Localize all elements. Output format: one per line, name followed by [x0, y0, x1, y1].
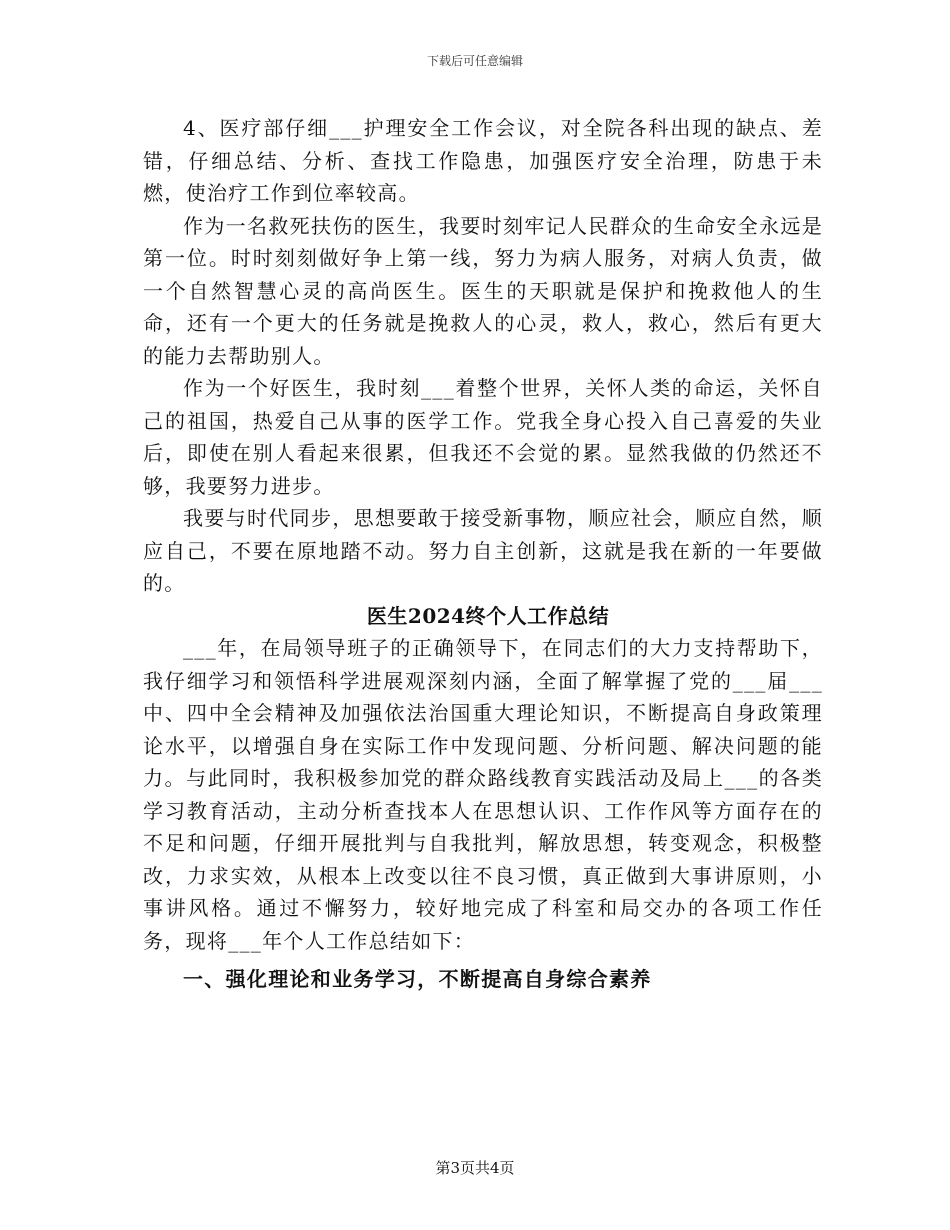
document-body	[143, 112, 823, 996]
page-number: 第3页共4页	[435, 1159, 515, 1177]
paragraph-keep-pace: 我要与时代同步，思想要敢于接受新事物，顺应社会，顺应自然，顺应自己，不要在原地踏不动。努力自主创新，这就是我在新的一年要做的。	[143, 506, 823, 595]
paragraph-good-doctor: 作为一个好医生，我时刻___着整个世界，关怀人类的命运，关怀自己的祖国，热爱自己从事的医学工作。党我全身心投入自己喜爱的失业后，即使在别人看起来很累，但我还不会觉的累。显然我做的仍然还不够，我要努力进步。	[143, 376, 823, 498]
summary-intro: ___年，在局领导班子的正确领导下，在同志们的大力支持帮助下，我仔细学习和领悟科学进展观深刻内涵，全面了解掌握了党的___届___中、四中全会精神及加强依法治国重大理论知识，不断提高自身政策理论水平，以增强自身在实际工作中发现问题、分析问题、解决问题的能力。与此同时，我积极参加党的群众路线教育实践活动及局上___的各类学习教育活动，主动分析查找本人在思想认识、工作作风等方面存在的不足和问题，仔细开展批判与自我批判，解放思想，转变观念，积极整改，力求实效，从根本上改变以往不良习惯，真正做到大事讲原则，小事讲风格。通过不懈努力，较好地完成了科室和局交办的各项工作任务，现将___年个人工作总结如下：	[143, 636, 823, 953]
header-note: 下载后可任意编辑	[426, 54, 523, 68]
paragraph-doctor-duty: 作为一名救死扶伤的医生，我要时刻牢记人民群众的生命安全永远是第一位。时时刻刻做好争上第一线，努力为病人服务，对病人负责，做一个自然智慧心灵的高尚医生。医生的天职就是保护和挽救他人的生命，还有一个更大的任务就是挽救人的心灵，救人，救心，然后有更大的能力去帮助别人。	[143, 213, 823, 368]
section-heading: 一、强化理论和业务学习，不断提高自身综合素养	[183, 967, 652, 991]
paragraph-medical-safety: 4、医疗部仔细___护理安全工作会议，对全院各科出现的缺点、差错，仔细总结、分析、查找工作隐患，加强医疗安全治理，防患于未燃，使治疗工作到位率较高。	[143, 116, 823, 205]
summary-title: 医生2024终个人工作总结	[366, 603, 610, 628]
